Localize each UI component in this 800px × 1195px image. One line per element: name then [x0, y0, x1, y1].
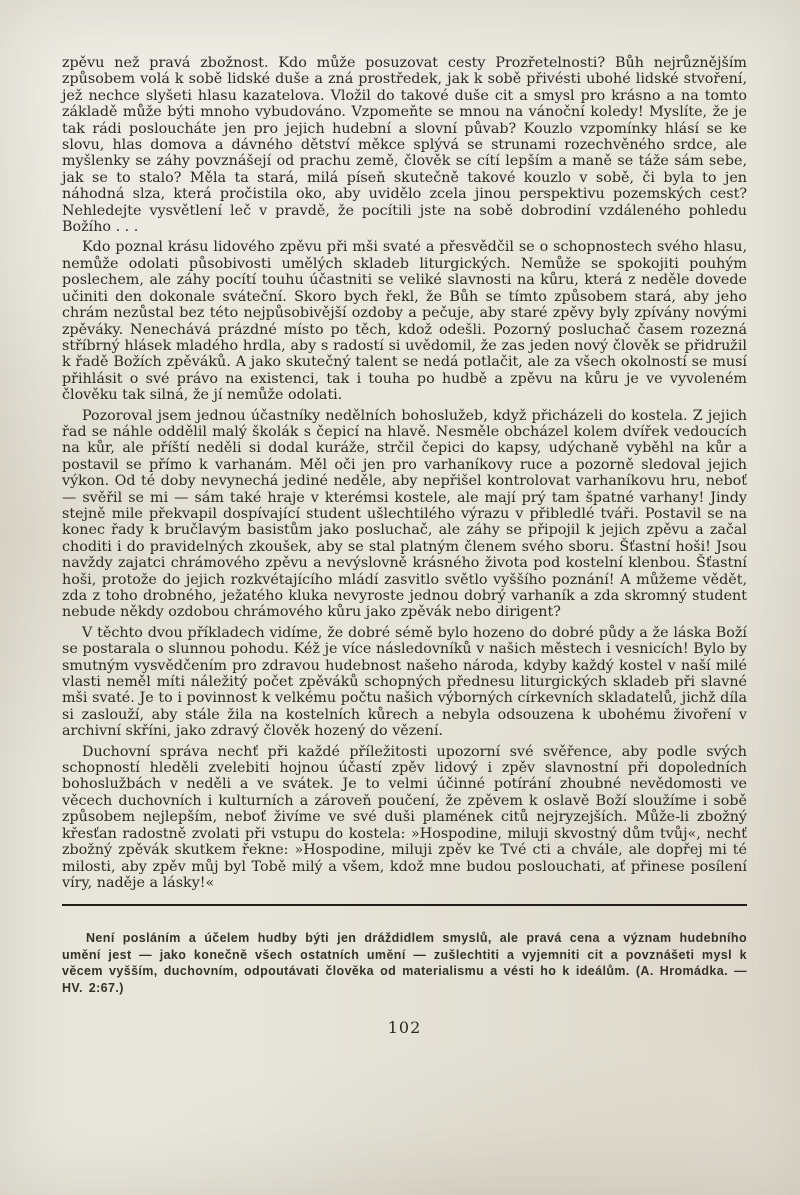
body-paragraph: Pozoroval jsem jednou účastníky nedělních bohoslužeb, když přicházeli do kostela. Z jejich řad se náhle oddělil malý školák s čepicí na hlavě. Nesměle obcházel kolem dvířek vedoucích na kůr, ale příští neděli si dodal kuráže, strčil čepici do kapsy, udýchaně vyběhl na kůr a postavil se přímo k varhanám. Měl oči jen pro varhaníkovy ruce a pozorně sledoval jejich výkon. Od té doby nevynechá jediné neděle, aby nepřišel kontrolovat varhaníkovu hru, neboť — svěřil se mi — sám také hraje v kterémsi kostele, ale mají prý tam špatné varhany! Jindy stejně mile překvapil dospívající student ušlechtilého výrazu v přibledlé tváři. Postavil se na konec řady k bručlavým basistům jako posluchač, ale záhy se připojil k jejich zpěvu a začal choditi i do pravidelných zkoušek, aby se stal platným členem svého sboru. Šťastní hoši! Jsou navždy zajatci chrámového zpěvu a nevýslovně krásného života pod kostelní klenbou. Šťastní hoši, protože do jejich rozkvétajícího mládí zasvitlo světlo vyššího poznání! A můžeme vědět, zda z toho drobného, ježatého kluka nevyroste jednou dobrý varhaník a zda skromný student nebude někdy ozdobou chrámového kůru jako zpěvák nebo dirigent?	[62, 407, 747, 621]
footnote-divider-rule	[62, 904, 747, 906]
body-paragraph: V těchto dvou příkladech vidíme, že dobré sémě bylo hozeno do dobré půdy a že láska Boží se postarala o slunnou pohodu. Kéž je více následovníků v našich městech i vesnicích! Bylo by smutným vysvědčením pro zdravou hudebnost našeho národa, kdyby každý kostel v naší milé vlasti neměl míti náležitý počet zpěváků schopných přednesu liturgických skladeb při slavné mši svaté. Je to i povinnost k velkému počtu našich výborných církevních skladatelů, jichž díla si zaslouží, aby stále žila na kostelních kůrech a nebyla odsouzena k ubohému živoření v archivní skříni, jako zdravý člověk hozený do vězení.	[62, 624, 747, 740]
body-paragraph-continuation: zpěvu než pravá zbožnost. Kdo může posuzovat cesty Prozřetelnosti? Bůh nejrůznějším způsobem volá k sobě lidské duše a zná prostředek, jak k sobě přivésti ubohé lidské stvoření, jež nechce slyšeti hlasu kazatelova. Vložil do takové duše cit a smysl pro krásno a na tomto základě může býti mnoho vybudováno. Vzpomeňte se mnou na vánoční koledy! Myslíte, že je tak rádi posloucháte jen pro jejich hudební a slovní půvab? Kouzlo vzpomínky hlásí se ke slovu, hlas domova a dávného dětství měkce splývá se strunami rozechvěného srdce, ale myšlenky se záhy povznášejí od prachu země, člověk se cítí lepším a maně se táže sám sebe, jak se to stalo? Měla ta stará, milá píseň skutečně takové kouzlo v sobě, či byla to jen náhodná slza, která pročistila oko, aby uvidělo zcela jinou perspektivu pozemských cest? Nehledejte vysvětlení leč v pravdě, že pocítili jste na sobě dobrodiní vzdáleného pohledu Božího . . .	[62, 55, 747, 236]
body-paragraph: Kdo poznal krásu lidového zpěvu při mši svaté a přesvědčil se o schopnostech svého hlasu, nemůže odolati působivosti umělých skladeb liturgických. Nemůže se spokojiti pouhým poslechem, ale záhy pocítí touhu účastniti se veliké slavnosti na kůru, která z neděle dovede učiniti den dokonale sváteční. Skoro bych řekl, že Bůh se tímto způsobem stará, aby jeho chrám nezůstal bez této nejpůsobivější ozdoby a pečuje, aby staré zpěvy byly zpívány novými zpěváky. Nenechává prázdné místo po těch, kdož odešli. Pozorný posluchač časem rozezná stříbrný hlásek mladého hrdla, aby s radostí si uvědomil, že zas jeden nový člověk se přidružil k řadě Božích zpěváků. A jako skutečný talent se nedá potlačit, ale za všech okolností se musí přihlásit o své právo na existenci, tak i touha po hudbě a zpěvu na kůru je ve vyvoleném člověku tak silná, že jí nemůže odolati.	[62, 239, 747, 404]
body-paragraph: Duchovní správa nechť při každé příležitosti upozorní své svěřence, aby podle svých schopností hleděli zvelebiti hojnou účastí zpěv lidový i zpěv slavnostní při dopoledních bohoslužbách v neděli a ve svátek. Je to velmi účinné potírání zhoubné nevědomosti ve věcech duchovních i kulturních a zároveň poučení, že zpěvem k oslavě Boží sloužíme i sobě způsobem nejlepším, neboť živíme ve své duši plamének citů nejryzejších. Může-li zbožný křesťan radostně zvolati při vstupu do kostela: »Hospodine, miluji skvostný dům tvůj«, nechť zbožný zpěvák skutkem řekne: »Hospodine, miluji zpěv ke Tvé cti a chvále, ale dopřej mi té milosti, aby zpěv můj byl Tobě milý a všem, kdož mne budou poslouchati, ať přinese posílení víry, naděje a lásky!«	[62, 743, 747, 891]
page-number: 102	[387, 1018, 422, 1038]
footnote: Není posláním a účelem hudby býti jen dráždidlem smyslů, ale pravá cena a význam hudebního umění jest — jako konečně všech ostatních umění — zušlechtiti a vyjemniti cit a povznášeti mysl k věcem vyšším, duchovním, odpoutávati člověka od materialismu a vésti ho k ideálům. (A. Hromádka. — HV. 2:67.)	[62, 931, 747, 995]
body-text	[62, 55, 747, 891]
